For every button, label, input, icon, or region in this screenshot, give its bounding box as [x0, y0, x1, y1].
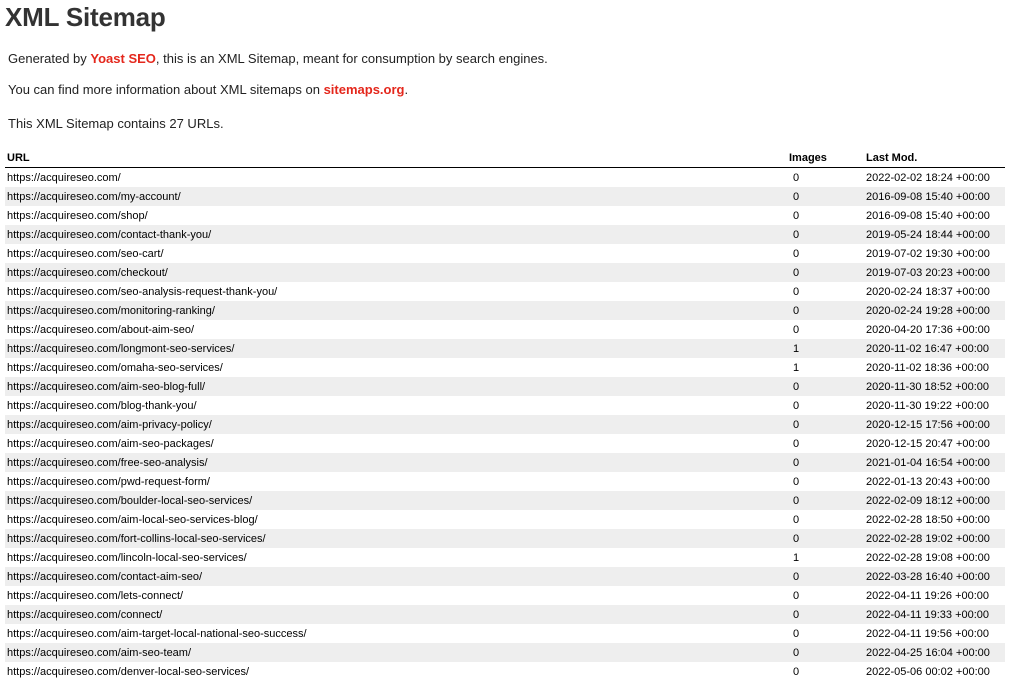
images-cell: 0	[793, 209, 800, 222]
images-cell: 0	[787, 453, 864, 472]
last-mod-cell: 2019-07-02 19:30 +00:00	[866, 247, 990, 260]
url-cell[interactable]: https://acquireseo.com/monitoring-ranking/	[5, 301, 787, 320]
last-mod-cell: 2020-04-20 17:36 +00:00	[866, 323, 990, 336]
images-cell: 0	[793, 399, 800, 412]
images-cell: 0	[793, 627, 800, 640]
last-mod-cell: 2020-11-02 16:47 +00:00	[864, 339, 1005, 358]
url-cell[interactable]: https://acquireseo.com/aim-seo-blog-full/	[5, 377, 787, 396]
table-row	[5, 244, 1005, 263]
intro-text: Generated by	[8, 51, 91, 66]
images-cell: 0	[787, 643, 864, 662]
table-row	[5, 206, 1005, 225]
last-mod-cell: 2019-07-03 20:23 +00:00	[864, 263, 1005, 282]
url-cell[interactable]: https://acquireseo.com/aim-seo-packages/	[7, 437, 214, 450]
last-mod-cell: 2020-11-30 19:22 +00:00	[866, 399, 990, 412]
table-row	[5, 377, 1005, 396]
table-row	[5, 434, 1005, 453]
column-header-images: Images	[787, 149, 864, 168]
last-mod-cell: 2020-11-30 18:52 +00:00	[864, 377, 1005, 396]
url-cell[interactable]: https://acquireseo.com/pwd-request-form/	[7, 475, 210, 488]
last-mod-cell: 2019-05-24 18:44 +00:00	[864, 225, 1005, 244]
table-row	[5, 472, 1005, 491]
last-mod-cell: 2022-02-28 18:50 +00:00	[866, 513, 990, 526]
url-cell[interactable]: https://acquireseo.com/	[7, 171, 121, 184]
url-cell[interactable]: https://acquireseo.com/contact-thank-you/	[5, 225, 787, 244]
table-row	[5, 301, 1005, 320]
table-row	[5, 187, 1005, 206]
intro-text: .	[404, 82, 409, 97]
intro-text: , this is an XML Sitemap, meant for consumption by search engines.	[155, 51, 548, 66]
last-mod-cell: 2022-04-11 19:56 +00:00	[866, 627, 990, 640]
url-cell[interactable]: https://acquireseo.com/boulder-local-seo-services/	[5, 491, 787, 510]
url-cell[interactable]: https://acquireseo.com/denver-local-seo-services/	[7, 665, 250, 678]
images-cell: 0	[787, 301, 864, 320]
url-cell[interactable]: https://acquireseo.com/seo-cart/	[7, 247, 164, 260]
last-mod-cell: 2022-02-28 19:02 +00:00	[864, 529, 1005, 548]
last-mod-cell: 2016-09-08 15:40 +00:00	[864, 187, 1005, 206]
column-header-url: URL	[5, 149, 787, 168]
last-mod-cell: 2020-12-15 17:56 +00:00	[864, 415, 1005, 434]
table-row	[5, 548, 1005, 567]
url-cell[interactable]: https://acquireseo.com/free-seo-analysis/	[5, 453, 787, 472]
table-row	[5, 529, 1005, 548]
images-cell: 0	[793, 513, 800, 526]
table-row	[5, 320, 1005, 339]
url-cell[interactable]: https://acquireseo.com/shop/	[7, 209, 148, 222]
last-mod-cell: 2020-02-24 19:28 +00:00	[864, 301, 1005, 320]
table-row	[5, 567, 1005, 586]
last-mod-cell: 2021-01-04 16:54 +00:00	[864, 453, 1005, 472]
images-cell: 0	[787, 529, 864, 548]
images-cell: 0	[793, 437, 800, 450]
images-cell: 1	[787, 339, 864, 358]
url-cell[interactable]: https://acquireseo.com/checkout/	[5, 263, 787, 282]
url-cell[interactable]: https://acquireseo.com/about-aim-seo/	[7, 323, 195, 336]
last-mod-cell: 2022-04-11 19:26 +00:00	[866, 589, 990, 602]
last-mod-cell: 2022-02-02 18:24 +00:00	[866, 171, 990, 184]
url-cell[interactable]: https://acquireseo.com/lincoln-local-seo-services/	[7, 551, 247, 564]
url-count-text: This XML Sitemap contains 27 URLs.	[8, 116, 224, 131]
table-row	[5, 396, 1005, 415]
table-row	[5, 624, 1005, 643]
url-cell[interactable]: https://acquireseo.com/my-account/	[5, 187, 787, 206]
images-cell: 0	[787, 263, 864, 282]
images-cell: 1	[793, 551, 800, 564]
last-mod-cell: 2020-12-15 20:47 +00:00	[866, 437, 990, 450]
last-mod-cell: 2020-02-24 18:37 +00:00	[866, 285, 990, 298]
images-cell: 0	[793, 475, 800, 488]
last-mod-cell: 2022-04-11 19:33 +00:00	[864, 605, 1005, 624]
last-mod-cell: 2022-02-09 18:12 +00:00	[864, 491, 1005, 510]
images-cell: 0	[787, 187, 864, 206]
images-cell: 0	[793, 323, 800, 336]
table-row	[5, 168, 1005, 188]
table-row	[5, 225, 1005, 244]
sitemaps-org-link[interactable]: sitemaps.org	[323, 82, 405, 97]
images-cell: 0	[793, 247, 800, 260]
intro-more-info	[8, 82, 408, 97]
url-cell[interactable]: https://acquireseo.com/aim-target-local-national-seo-success/	[7, 627, 307, 640]
table-row	[5, 491, 1005, 510]
table-row	[5, 586, 1005, 605]
url-cell[interactable]: https://acquireseo.com/aim-seo-team/	[5, 643, 787, 662]
url-cell[interactable]: https://acquireseo.com/fort-collins-local-seo-services/	[5, 529, 787, 548]
url-cell[interactable]: https://acquireseo.com/longmont-seo-services/	[5, 339, 787, 358]
url-cell[interactable]: https://acquireseo.com/blog-thank-you/	[7, 399, 197, 412]
page-title: XML Sitemap	[5, 2, 166, 32]
table-row	[5, 339, 1005, 358]
images-cell: 1	[793, 361, 800, 374]
url-cell[interactable]: https://acquireseo.com/lets-connect/	[7, 589, 184, 602]
images-cell: 0	[793, 665, 800, 678]
last-mod-cell: 2022-03-28 16:40 +00:00	[864, 567, 1005, 586]
sitemap-table	[5, 149, 1005, 681]
intro-generated-by	[8, 51, 548, 66]
table-row	[5, 605, 1005, 624]
last-mod-cell: 2022-04-25 16:04 +00:00	[864, 643, 1005, 662]
images-cell: 0	[793, 589, 800, 602]
images-cell: 0	[787, 377, 864, 396]
intro-text: You can find more information about XML sitemaps on	[8, 82, 324, 97]
table-row	[5, 643, 1005, 662]
images-cell: 0	[787, 491, 864, 510]
images-cell: 0	[787, 605, 864, 624]
url-cell[interactable]: https://acquireseo.com/seo-analysis-request-thank-you/	[7, 285, 278, 298]
table-row	[5, 415, 1005, 434]
table-row	[5, 662, 1005, 681]
table-row	[5, 282, 1005, 301]
url-cell[interactable]: https://acquireseo.com/contact-aim-seo/	[5, 567, 787, 586]
table-row	[5, 510, 1005, 529]
table-header-row	[5, 149, 1005, 168]
yoast-seo-link[interactable]: Yoast SEO	[90, 51, 156, 66]
url-cell[interactable]: https://acquireseo.com/aim-privacy-policy/	[5, 415, 787, 434]
sitemap-table-body	[5, 168, 1005, 682]
images-cell: 0	[793, 285, 800, 298]
images-cell: 0	[793, 171, 800, 184]
url-cell[interactable]: https://acquireseo.com/aim-local-seo-services-blog/	[7, 513, 258, 526]
table-row	[5, 358, 1005, 377]
last-mod-cell: 2022-01-13 20:43 +00:00	[866, 475, 990, 488]
table-row	[5, 263, 1005, 282]
images-cell: 0	[787, 567, 864, 586]
last-mod-cell: 2022-02-28 19:08 +00:00	[866, 551, 990, 564]
last-mod-cell: 2020-11-02 18:36 +00:00	[866, 361, 990, 374]
images-cell: 0	[787, 225, 864, 244]
table-row	[5, 453, 1005, 472]
images-cell: 0	[787, 415, 864, 434]
last-mod-cell: 2022-05-06 00:02 +00:00	[866, 665, 990, 678]
url-cell[interactable]: https://acquireseo.com/omaha-seo-services/	[7, 361, 223, 374]
column-header-last-mod: Last Mod.	[864, 149, 1005, 168]
last-mod-cell: 2016-09-08 15:40 +00:00	[866, 209, 990, 222]
url-cell[interactable]: https://acquireseo.com/connect/	[5, 605, 787, 624]
